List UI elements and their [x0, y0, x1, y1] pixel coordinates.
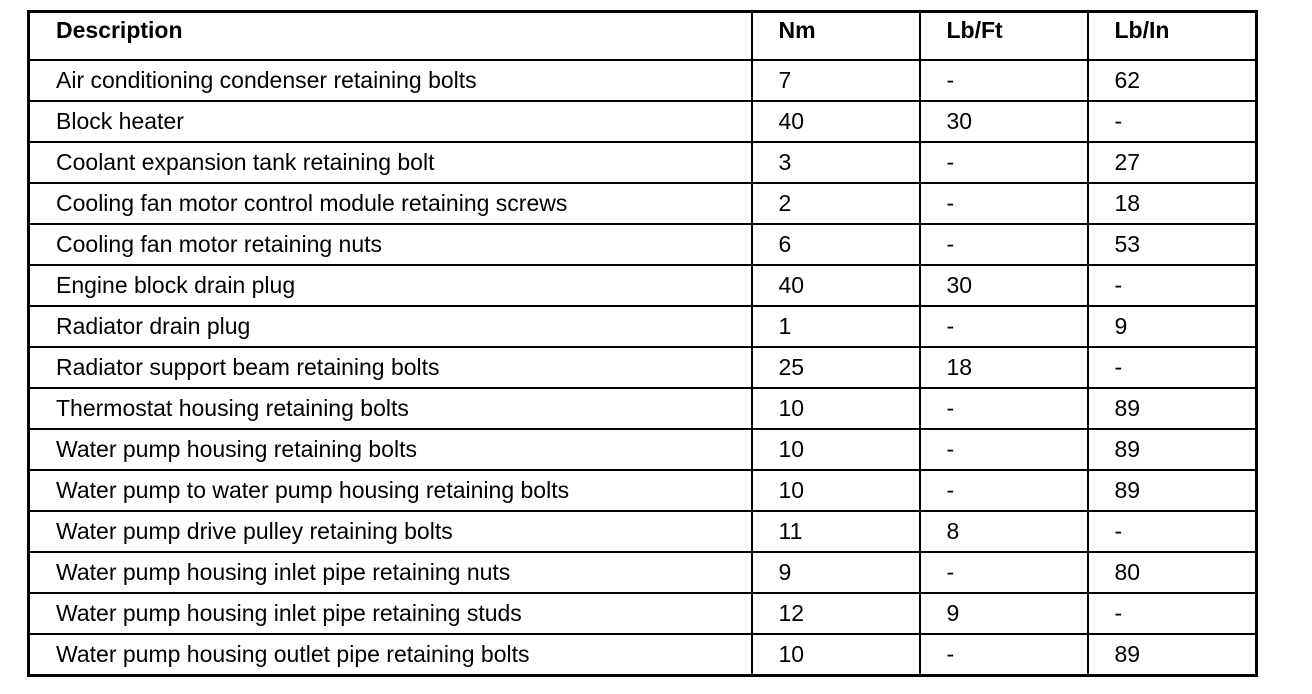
header-lbft: Lb/Ft: [920, 12, 1088, 61]
cell-nm: 40: [752, 101, 920, 142]
cell-lbft: 18: [920, 347, 1088, 388]
cell-description: Cooling fan motor retaining nuts: [29, 224, 752, 265]
cell-nm: 6: [752, 224, 920, 265]
cell-nm: 1: [752, 306, 920, 347]
cell-nm: 40: [752, 265, 920, 306]
cell-lbin: 89: [1088, 388, 1257, 429]
cell-lbin: -: [1088, 265, 1257, 306]
table-row: [29, 183, 1257, 224]
cell-description: Water pump drive pulley retaining bolts: [29, 511, 752, 552]
cell-lbft: -: [920, 552, 1088, 593]
cell-lbin: 62: [1088, 60, 1257, 101]
cell-lbft: 30: [920, 265, 1088, 306]
cell-nm: 3: [752, 142, 920, 183]
table-row: [29, 470, 1257, 511]
cell-description: Cooling fan motor control module retaining screws: [29, 183, 752, 224]
cell-lbft: -: [920, 429, 1088, 470]
cell-description: Water pump housing outlet pipe retaining bolts: [29, 634, 752, 676]
cell-lbft: 30: [920, 101, 1088, 142]
cell-lbft: -: [920, 224, 1088, 265]
cell-lbin: -: [1088, 347, 1257, 388]
cell-lbin: 53: [1088, 224, 1257, 265]
table-row: [29, 429, 1257, 470]
table-row: [29, 60, 1257, 101]
cell-lbin: 89: [1088, 470, 1257, 511]
cell-description: Water pump to water pump housing retaining bolts: [29, 470, 752, 511]
table-row: [29, 224, 1257, 265]
cell-lbin: 89: [1088, 634, 1257, 676]
cell-nm: 10: [752, 388, 920, 429]
table-row: [29, 142, 1257, 183]
cell-lbin: 80: [1088, 552, 1257, 593]
cell-lbin: -: [1088, 511, 1257, 552]
cell-lbft: -: [920, 634, 1088, 676]
cell-nm: 7: [752, 60, 920, 101]
cell-lbft: -: [920, 60, 1088, 101]
cell-lbft: -: [920, 142, 1088, 183]
cell-nm: 10: [752, 634, 920, 676]
cell-lbin: -: [1088, 593, 1257, 634]
table-row: [29, 388, 1257, 429]
cell-nm: 25: [752, 347, 920, 388]
header-nm: Nm: [752, 12, 920, 61]
cell-nm: 9: [752, 552, 920, 593]
cell-lbft: 9: [920, 593, 1088, 634]
header-lbin: Lb/In: [1088, 12, 1257, 61]
table-row: [29, 511, 1257, 552]
cell-description: Radiator drain plug: [29, 306, 752, 347]
cell-nm: 10: [752, 429, 920, 470]
table-row: [29, 552, 1257, 593]
cell-nm: 12: [752, 593, 920, 634]
cell-description: Radiator support beam retaining bolts: [29, 347, 752, 388]
cell-nm: 2: [752, 183, 920, 224]
cell-lbft: -: [920, 183, 1088, 224]
cell-lbft: -: [920, 470, 1088, 511]
table-row: [29, 593, 1257, 634]
cell-lbft: -: [920, 388, 1088, 429]
cell-lbft: -: [920, 306, 1088, 347]
header-row: [29, 12, 1257, 61]
cell-lbin: 27: [1088, 142, 1257, 183]
cell-nm: 10: [752, 470, 920, 511]
cell-description: Thermostat housing retaining bolts: [29, 388, 752, 429]
torque-specification-table: [27, 10, 1258, 677]
table-row: [29, 347, 1257, 388]
table-row: [29, 634, 1257, 676]
table-body: [29, 60, 1257, 676]
cell-description: Air conditioning condenser retaining bolts: [29, 60, 752, 101]
cell-description: Water pump housing inlet pipe retaining nuts: [29, 552, 752, 593]
header-description: Description: [29, 12, 752, 61]
cell-description: Water pump housing inlet pipe retaining studs: [29, 593, 752, 634]
cell-lbft: 8: [920, 511, 1088, 552]
cell-description: Coolant expansion tank retaining bolt: [29, 142, 752, 183]
cell-lbin: 89: [1088, 429, 1257, 470]
cell-lbin: 9: [1088, 306, 1257, 347]
table-header: [29, 12, 1257, 61]
table-row: [29, 306, 1257, 347]
cell-description: Block heater: [29, 101, 752, 142]
cell-lbin: -: [1088, 101, 1257, 142]
table-row: [29, 101, 1257, 142]
table-row: [29, 265, 1257, 306]
cell-description: Engine block drain plug: [29, 265, 752, 306]
cell-nm: 11: [752, 511, 920, 552]
cell-lbin: 18: [1088, 183, 1257, 224]
cell-description: Water pump housing retaining bolts: [29, 429, 752, 470]
